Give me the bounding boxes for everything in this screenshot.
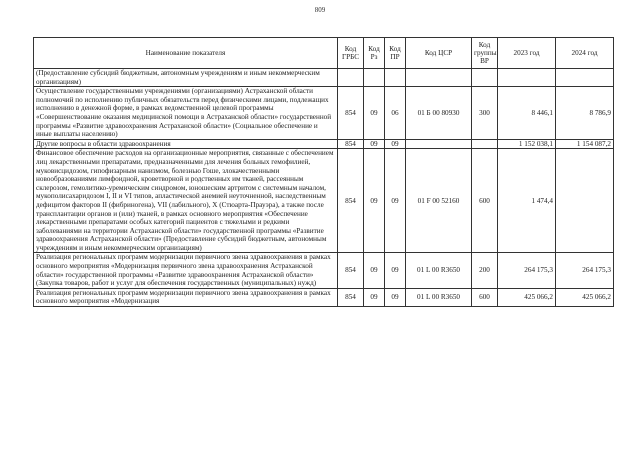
row-csr: 01 L 00 R3650 <box>406 253 472 288</box>
row-vr: 200 <box>472 253 498 288</box>
table-row <box>34 87 614 140</box>
row-2024: 264 175,3 <box>556 253 614 288</box>
header-2023: 2023 год <box>498 38 556 69</box>
row-2023: 1 474,4 <box>498 149 556 253</box>
row-2023: 425 066,2 <box>498 288 556 306</box>
header-rz: Код Рз <box>364 38 385 69</box>
row-2024: 1 154 087,2 <box>556 139 614 149</box>
row-2023 <box>498 69 556 87</box>
row-rz: 09 <box>364 253 385 288</box>
row-csr: 01 L 00 R3650 <box>406 288 472 306</box>
row-rz: 09 <box>364 149 385 253</box>
row-csr <box>406 69 472 87</box>
row-pr <box>385 69 406 87</box>
row-rz: 09 <box>364 288 385 306</box>
row-rz: 09 <box>364 87 385 140</box>
row-2024: 8 786,9 <box>556 87 614 140</box>
row-name: Реализация региональных программ модернизации первичного звена здравоохранения в рамках основного мероприятия «Модернизация первичного звена здравоохранения Астраханской области» государственной программы «Развитие здравоохранения Астраханской области» (Закупка товаров, работ и услуг для обеспечения государственных (муниципальных) нужд) <box>34 253 338 288</box>
header-2024: 2024 год <box>556 38 614 69</box>
row-name: (Предоставление субсидий бюджетным, автономным учреждениям и иным некоммерческим организациям) <box>34 69 338 87</box>
row-2023: 264 175,3 <box>498 253 556 288</box>
row-csr: 01 Б 00 80930 <box>406 87 472 140</box>
budget-table <box>33 37 614 307</box>
header-csr: Код ЦСР <box>406 38 472 69</box>
row-2024 <box>556 69 614 87</box>
row-name: Другие вопросы в области здравоохранения <box>34 139 338 149</box>
row-vr: 300 <box>472 87 498 140</box>
table-row <box>34 69 614 87</box>
row-pr: 09 <box>385 253 406 288</box>
row-grbs: 854 <box>338 149 364 253</box>
header-pr: Код ПР <box>385 38 406 69</box>
table-row <box>34 149 614 253</box>
row-grbs: 854 <box>338 139 364 149</box>
row-pr: 09 <box>385 149 406 253</box>
row-vr <box>472 139 498 149</box>
row-2024: 425 066,2 <box>556 288 614 306</box>
row-pr: 06 <box>385 87 406 140</box>
header-vr: Код группы ВР <box>472 38 498 69</box>
row-rz <box>364 69 385 87</box>
row-csr: 01 F 00 52160 <box>406 149 472 253</box>
table-row <box>34 139 614 149</box>
header-grbs: Код ГРБС <box>338 38 364 69</box>
row-name: Финансовое обеспечение расходов на организационные мероприятия, связанные с обеспечением лиц лекарственными препаратами, предназначенными для лечения больных гемофилией, муковисцидозом, гипофизарным нанизмом, болезнью Гоше, злокачественными новообразованиями лимфоидной, кроветворной и родственных им тканей, рассеянным склерозом, гемолитико-уремическим синдромом, юношеским артритом с системным началом, мукополисахаридозом I, II и VI типов, апластической анемией неуточненной, наследственным дефицитом факторов II (фибриногена), VII (лабильного), X (Стюарта-Прауэра), а также после трансплантации органов и (или) тканей, в рамках основного мероприятия «Обеспечение лекарственными препаратами особых категорий пациентов с тяжелыми и редкими заболеваниями на территории Астраханской области» государственной программы «Развитие здравоохранения Астраханской области» (Предоставление субсидий бюджетным, автономным учреждениям и иным некоммерческим организациям) <box>34 149 338 253</box>
row-csr <box>406 139 472 149</box>
row-grbs: 854 <box>338 288 364 306</box>
row-grbs: 854 <box>338 253 364 288</box>
header-row <box>34 38 614 69</box>
table-row <box>34 253 614 288</box>
row-name: Осуществление государственными учреждениями (организациями) Астраханской области полномочий по исполнению публичных обязательств перед физическими лицами, подлежащих исполнению в денежной форме, в рамках ведомственной целевой программы «Совершенствование оказания медицинской помощи в Астраханской области» государственной программы «Развитие здравоохранения Астраханской области» (Социальное обеспечение и иные выплаты населению) <box>34 87 338 140</box>
row-2024 <box>556 149 614 253</box>
header-name: Наименование показателя <box>34 38 338 69</box>
row-2023: 8 446,1 <box>498 87 556 140</box>
row-vr: 600 <box>472 149 498 253</box>
row-2023: 1 152 038,1 <box>498 139 556 149</box>
page-number: 809 <box>314 6 326 14</box>
row-vr: 600 <box>472 288 498 306</box>
row-pr: 09 <box>385 288 406 306</box>
row-pr: 09 <box>385 139 406 149</box>
row-name: Реализация региональных программ модернизации первичного звена здравоохранения в рамках основного мероприятия «Модернизация <box>34 288 338 306</box>
row-grbs: 854 <box>338 87 364 140</box>
row-grbs <box>338 69 364 87</box>
row-vr <box>472 69 498 87</box>
row-rz: 09 <box>364 139 385 149</box>
table-row <box>34 288 614 306</box>
